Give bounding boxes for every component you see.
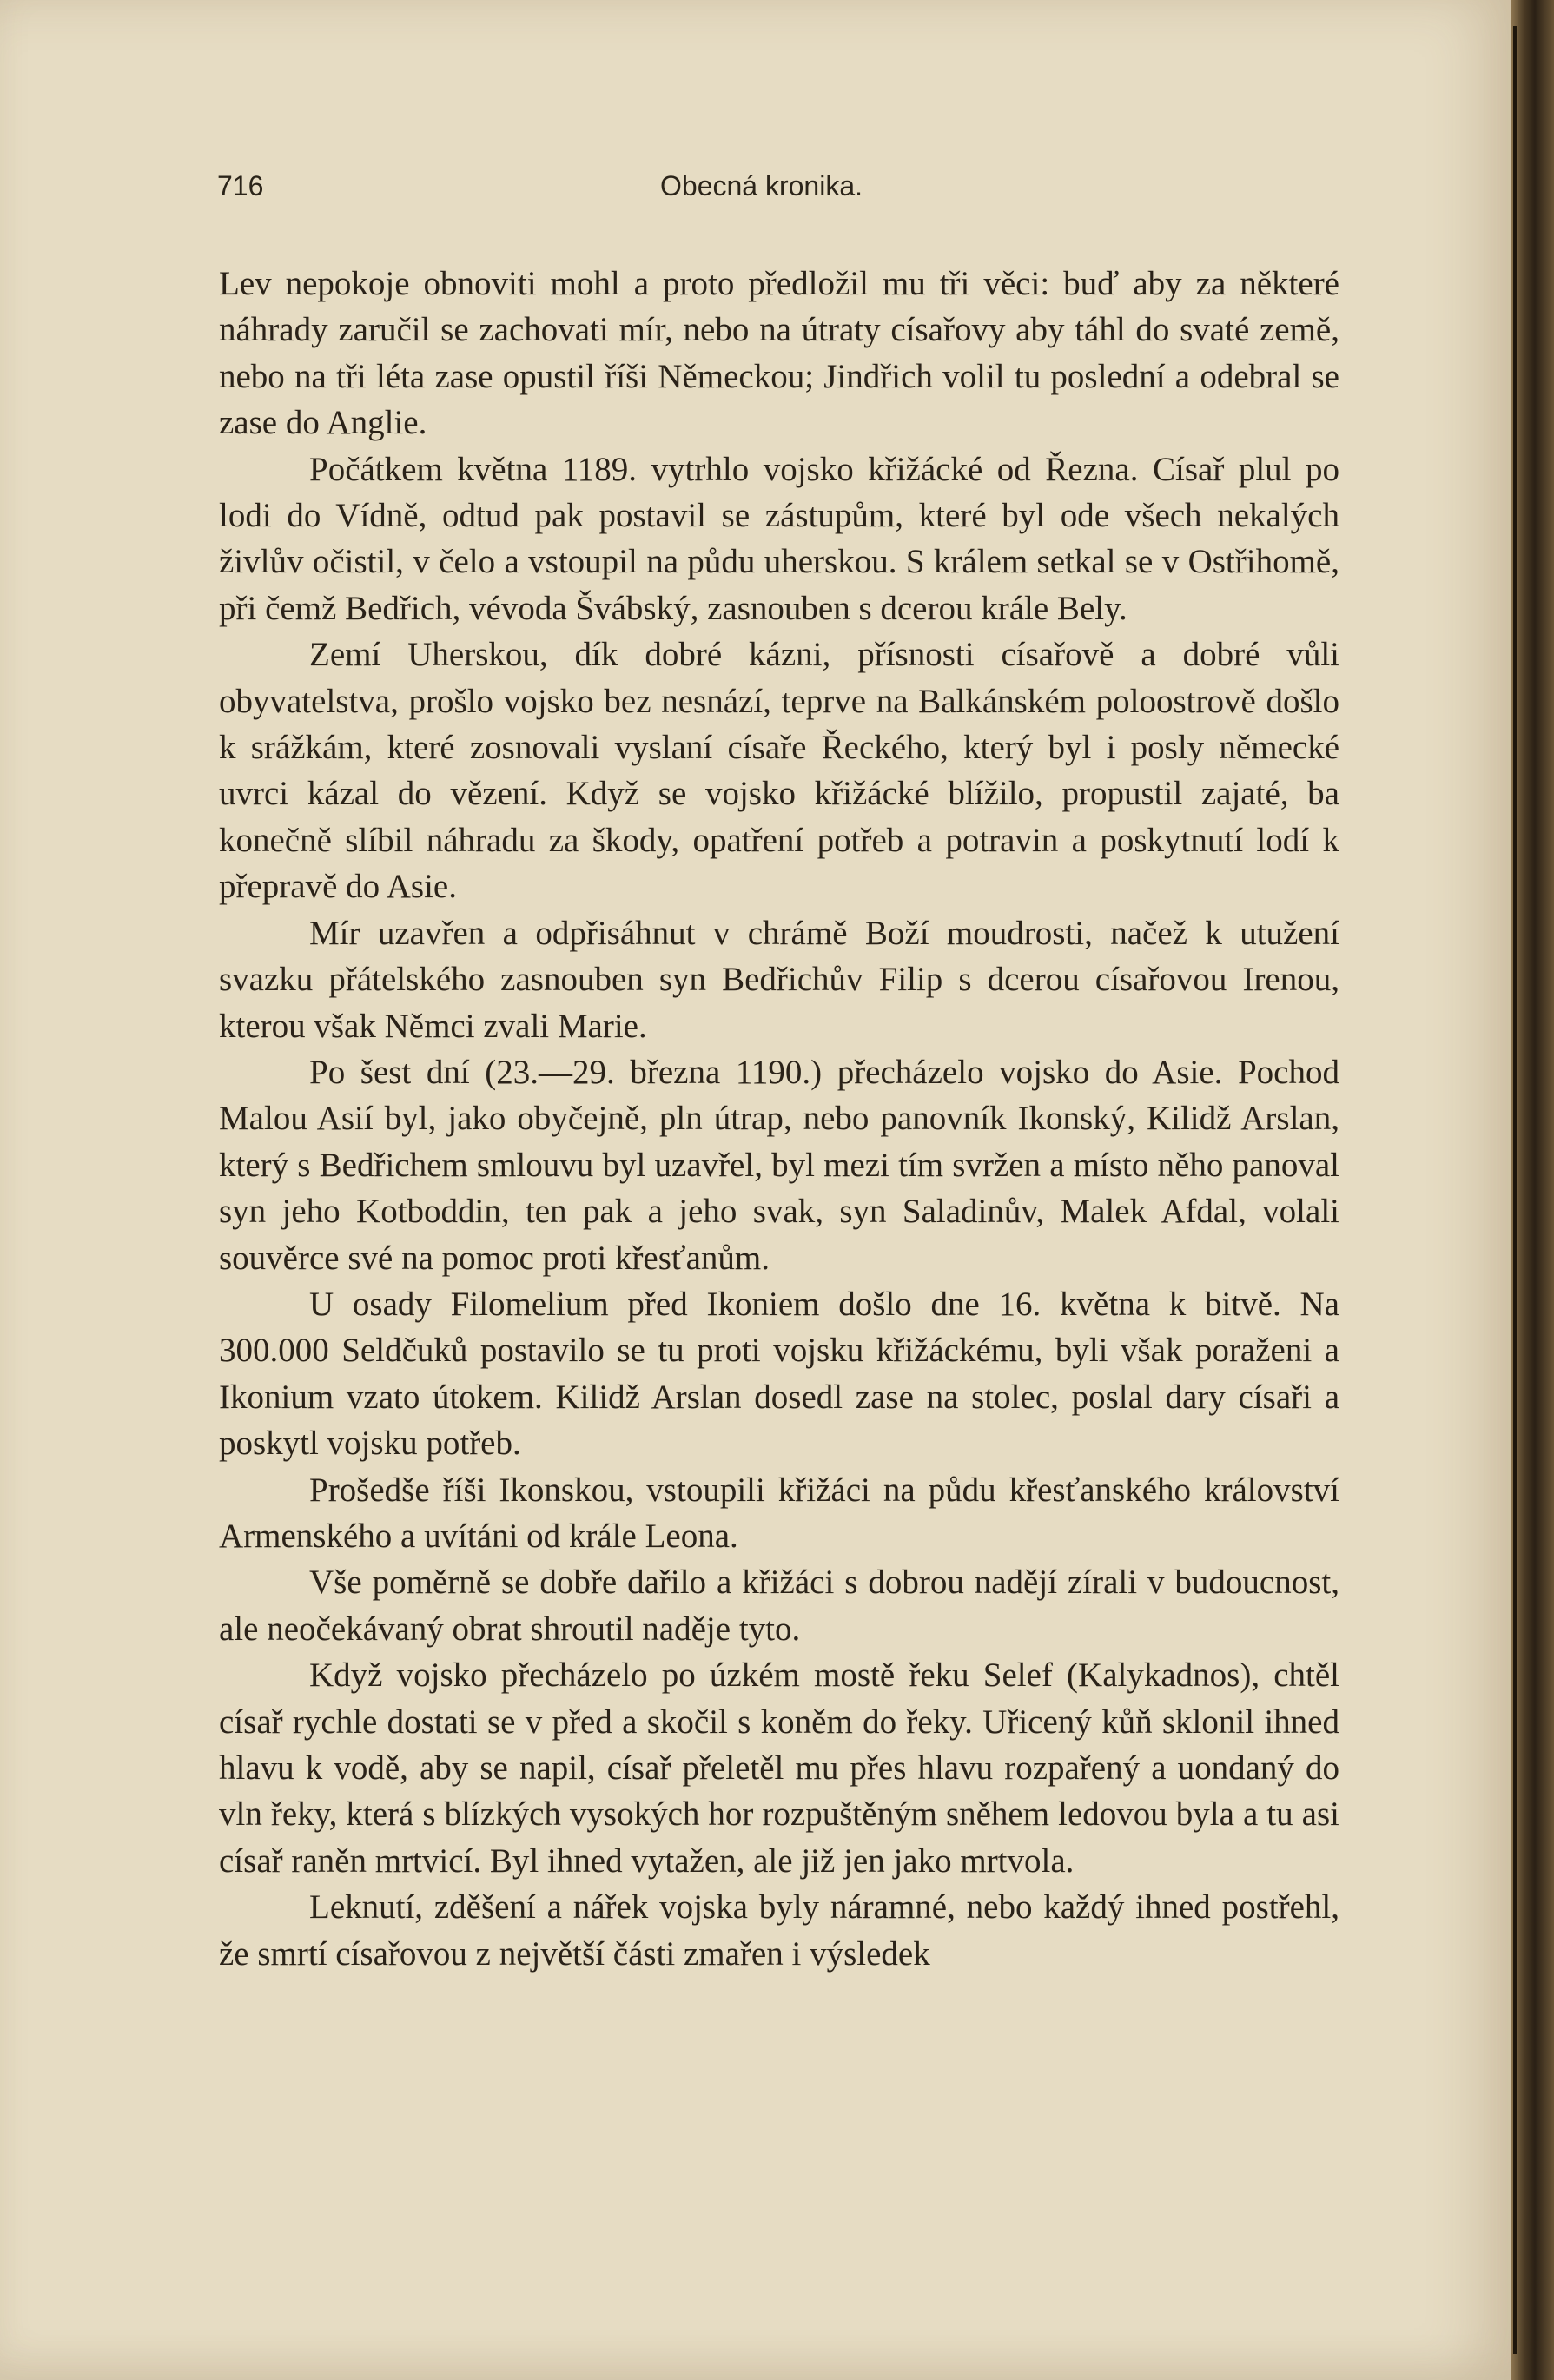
paragraph: Leknutí, zděšení a nářek vojska byly náramné, nebo každý ihned postřehl, že smrtí císařovou z největší části zmařen i výsledek: [219, 1888, 1339, 1973]
paragraph: Prošedše říši Ikonskou, vstoupili křižáci na půdu křesťanského království Armenského a uvítáni od krále Leona.: [219, 1471, 1339, 1555]
body-text: [219, 261, 1339, 1977]
paragraph: Po šest dní (23.—29. března 1190.) přecházelo vojsko do Asie. Pochod Malou Asií byl, jako obyčejně, pln útrap, nebo panovník Ikonský, Kilidž Arslan, který s Bedřichem smlouvu byl uzavřel, byl mezi tím svržen a místo něho panoval syn jeho Kotboddin, ten pak a jeho svak, syn Saladinův, Malek Afdal, volali souvěrce své na pomoc proti křesťanům.: [219, 1053, 1339, 1277]
paragraph: Zemí Uherskou, dík dobré kázni, přísnosti císařově a dobré vůli obyvatelstva, prošlo vojsko bez nesnází, teprve na Balkánském poloostrově došlo k srážkám, které zosnovali vyslaní císaře Řeckého, který byl i posly německé uvrci kázal do vězení. Když se vojsko křižácké blížilo, propustil zajaté, ba konečně slíbil náhradu za škody, opatření potřeb a potravin a poskytnutí lodí k přepravě do Asie.: [219, 636, 1339, 906]
page-number: 716: [217, 170, 264, 202]
page-header: [217, 170, 1338, 205]
paragraph: Vše poměrně se dobře dařilo a křižáci s dobrou nadějí zírali v budoucnost, ale neočekávaný obrat shroutil naděje tyto.: [219, 1564, 1339, 1648]
running-title: Obecná kronika.: [660, 170, 863, 202]
paragraph: Lev nepokoje obnoviti mohl a proto předložil mu tři věci: buď aby za některé náhrady zaručil se zachovati mír, nebo na útraty císařovy aby táhl do svaté země, nebo na tři léta zase opustil říši Německou; Jindřich volil tu poslední a odebral se zase do Anglie.: [219, 265, 1339, 442]
book-binding-edge: [1511, 0, 1554, 2380]
paragraph: Počátkem května 1189. vytrhlo vojsko křižácké od Řezna. Císař plul po lodi do Vídně, odtud pak postavil se zástupům, které byl ode všech nekalých živlův očistil, v čelo a vstoupil na půdu uherskou. S králem setkal se v Ostřihomě, při čemž Bedřich, vévoda Švábský, zasnouben s dcerou krále Bely.: [219, 450, 1339, 627]
paragraph: Mír uzavřen a odpřisáhnut v chrámě Boží moudrosti, načež k utužení svazku přátelského zasnouben syn Bedřichův Filip s dcerou císařovou Irenou, kterou však Němci zvali Marie.: [219, 914, 1339, 1045]
paragraph: Když vojsko přecházelo po úzkém mostě řeku Selef (Kalykadnos), chtěl císař rychle dostati se v před a skočil s koněm do řeky. Uřicený kůň sklonil ihned hlavu k vodě, aby se napil, císař přeletěl mu přes hlavu rozpařený a uondaný do vln řeky, která s blízkých vysokých hor rozpuštěným sněhem ledovou byla a tu asi císař raněn mrtvicí. Byl ihned vytažen, ale již jen jako mrtvola.: [219, 1656, 1339, 1880]
binding-shadow-line: [1513, 26, 1517, 2354]
paragraph: U osady Filomelium před Ikoniem došlo dne 16. května k bitvě. Na 300.000 Seldčuků postavilo se tu proti vojsku křižáckému, byli však poraženi a Ikonium vzato útokem. Kilidž Arslan dosedl zase na stolec, poslal dary císaři a poskytl vojsku potřeb.: [219, 1285, 1339, 1463]
